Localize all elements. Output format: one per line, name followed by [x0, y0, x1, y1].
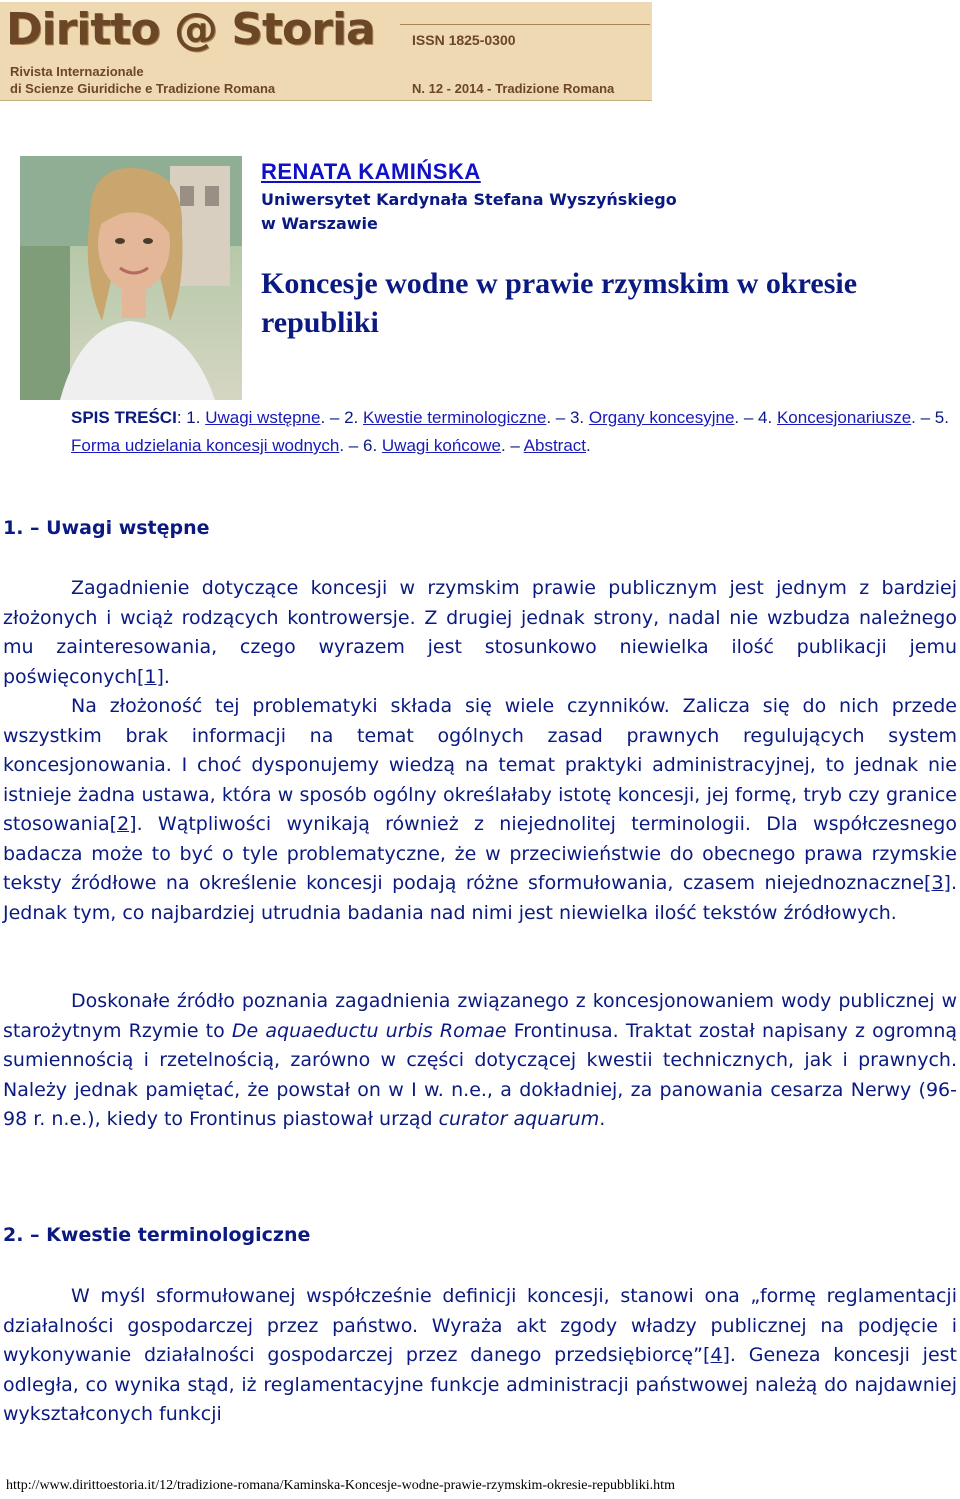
paragraph-text: . — [599, 1108, 606, 1130]
page-url-footer: http://www.dirittoestoria.it/12/tradizione-romana/Kaminska-Koncesje-wodne-prawie-rzymskim-okresie-repubbliki.htm — [6, 1478, 675, 1493]
paragraph-text: Doskonałe źródło poznania zagadnienia związanego z koncesjonowaniem wody publicznej w starożytnym Rzymie to — [3, 990, 957, 1042]
article-title: Koncesje wodne w prawie rzymskim w okresie republiki — [261, 267, 858, 339]
section-2-paragraph-1 — [3, 1282, 957, 1430]
footnote-link-2[interactable]: [2] — [109, 813, 137, 835]
toc-label: SPIS TREŚCI — [71, 408, 177, 427]
toc-link-organy-koncesyjne[interactable]: Organy koncesyjne — [588, 408, 735, 427]
issue-label: N. 12 - 2014 - Tradizione Romana — [412, 81, 615, 96]
toc-num: 6. — [362, 436, 378, 455]
toc-link-kwestie-terminologiczne[interactable]: Kwestie terminologiczne — [363, 408, 547, 427]
journal-subtitle-line2: di Scienze Giuridiche e Tradizione Romana — [10, 81, 276, 96]
footnote-link-1[interactable]: [1] — [136, 665, 164, 688]
paragraph-text: Zagadnienie dotyczące koncesji w rzymskim prawie publicznym jest jednym z bardziej złożonych i wciąż rodzących kontrowersje. Z drugiej jednak strony, nadal nie wzbudza należnego mu zainteresowania, czego wyrazem jest stosunkowo niewielka ilość publikacji jemu poświęconych — [3, 577, 957, 688]
author-photo — [20, 156, 242, 400]
section-1-paragraph-3 — [3, 987, 957, 1135]
journal-subtitle-line1: Rivista Internazionale — [10, 64, 144, 79]
paragraph-text: . Jednak tym, co najbardziej utrudnia badania nad nimi jest niewielka ilość tekstów źródłowych. — [3, 872, 957, 924]
section-1-paragraph-1 — [3, 574, 957, 692]
toc-num: 1. — [186, 408, 201, 427]
table-of-contents: SPIS TREŚCI: 1. Uwagi wstępne. – 2. Kwestie terminologiczne. – 3. Organy koncesyjne. – 4. Koncesjonariusze. – 5. Forma udzielania koncesji wodnych. – 6. Uwagi końcowe. – Abstract. — [71, 408, 949, 455]
paragraph-text: . — [163, 665, 170, 688]
journal-logo: Diritto @ Storia — [6, 4, 375, 55]
paragraph-text: . Geneza koncesji jest odległa, co wynika stąd, iż reglamentacyjne funkcje administracji państwowej należą do najdawniej wykształconych funkcji — [3, 1344, 957, 1425]
issn-label: ISSN 1825-0300 — [412, 32, 516, 48]
toc-num: 4. — [758, 408, 773, 427]
paragraph-text: Frontinusa. Traktat został napisany z ogromną sumiennością i rzetelnością, zarówno w części dotyczącej kwestii technicznych, jak i prawnych. Należy jednak pamiętać, że powstał on w I w. n.e., a dokładniej, za panowania cesarza Nerwy (96-98 r. n.e.), kiedy to Frontinus piastował urząd — [3, 1019, 957, 1130]
work-title-italic: De aquaeductu urbis Romae — [231, 1019, 507, 1042]
toc-num: 2. — [344, 408, 359, 427]
footnote-link-3[interactable]: [3] — [924, 872, 951, 894]
toc-link-abstract[interactable]: Abstract — [523, 436, 587, 455]
journal-banner — [0, 2, 652, 101]
section-heading-1: 1. – Uwagi wstępne — [3, 517, 210, 539]
section-1-paragraph-2 — [3, 692, 957, 928]
footnote-link-4[interactable]: [4] — [702, 1344, 730, 1366]
toc-num: 3. — [569, 408, 585, 427]
section-heading-2: 2. – Kwestie terminologiczne — [3, 1224, 311, 1246]
toc-link-forma-udzielania[interactable]: Forma udzielania koncesji wodnych — [71, 436, 340, 455]
author-name-link[interactable]: RENATA KAMIŃSKA — [261, 159, 481, 184]
office-title-italic: curator aquarum — [438, 1108, 600, 1130]
author-affiliation: Uniwersytet Kardynała Stefana Wyszyńskiego — [261, 190, 677, 209]
toc-link-uwagi-wstepne[interactable]: Uwagi wstępne — [205, 408, 321, 427]
paragraph-text: W myśl sformułowanej współcześnie definicji koncesji, stanowi ona „formę reglamentacji działalności gospodarczej przez państwo. Wyraża akt zgody władzy publicznej na podjęcie i wykonywanie działalności gospodarczej przez danego przedsiębiorcę” — [3, 1285, 957, 1366]
paragraph-text: Na złożoność tej problematyki składa się wiele czynników. Zalicza się do nich przede wszystkim brak informacji na temat ogólnych zasad prawnych regulujących system koncesjonowania. I choć dysponujemy wiedzą na temat praktyki administracyjnej, to jednak nie istnieje żadna ustawa, która w sposób ogólny określałaby istotę koncesji, jej formę, tryb czy granice stosowania — [3, 695, 957, 835]
paragraph-text: . Wątpliwości wynikają również z niejednolitej terminologii. Dla współczesnego badacza może to być o tyle problematyczne, że w przeciwieństwie do obecnego prawa rzymskie teksty źródłowe na określenie koncesji podają różne sformułowania, czasem niejednoznaczne — [3, 813, 957, 894]
toc-link-koncesjonariusze[interactable]: Koncesjonariusze — [776, 408, 912, 427]
toc-num: 5. — [934, 408, 949, 427]
author-portrait-image — [20, 156, 242, 400]
author-affiliation-city: w Warszawie — [261, 214, 378, 233]
banner-rule — [400, 24, 650, 25]
toc-link-uwagi-koncowe[interactable]: Uwagi końcowe — [381, 436, 501, 455]
